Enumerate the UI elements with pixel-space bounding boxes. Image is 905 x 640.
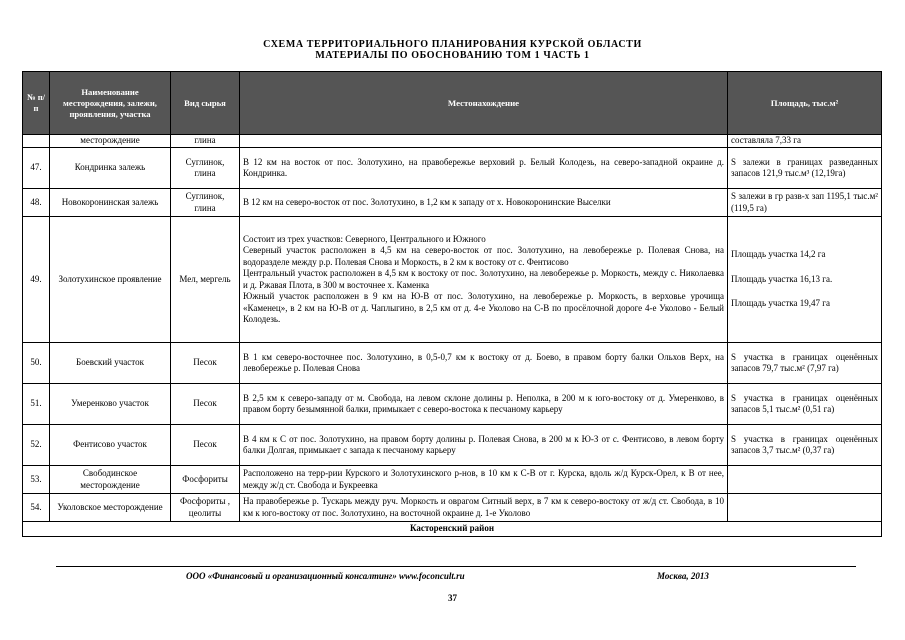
footer-organization: ООО «Финансовый и организационный консалтинг» www.foconcult.ru bbox=[186, 571, 465, 581]
column-header-type: Вид сырья bbox=[171, 72, 240, 135]
location-text: В 4 км к С от пос. Золотухино, на правом борту долины р. Полевая Снова, в 200 м к Ю-З от с. Фентисово, в левом борту балки Долгая, примыкает с запада к песчаному карьеру bbox=[243, 433, 724, 455]
location-text: Состоит из трех участков: Северного, Центрального и Южного bbox=[243, 233, 486, 244]
location-text: В 2,5 км к северо-западу от м. Свобода, на левом склоне долины р. Неполка, в 200 м к юго-востоку от д. Умеренково, в правом борту безымянной балки, примыкает с северо-востока к песчаному карьеру bbox=[243, 392, 724, 414]
table-row bbox=[23, 384, 882, 425]
deposit-name: Свободинское месторождение bbox=[50, 466, 171, 494]
location-cell bbox=[240, 425, 728, 466]
raw-material-type: Фосфориты bbox=[171, 466, 240, 494]
location-cell bbox=[240, 466, 728, 494]
area-cell bbox=[728, 217, 882, 343]
location-text: Южный участок расположен в 9 км на Ю-В от пос. Золотухино, на левобережье р. Моркость, в верховье урочища «Каменец», в 2 км на Ю-В от д. Чаплыгино, в 2,5 км от д. 4-е Уколово на С-В по просёлочной дороге 4-е Уколово - Белый Колодезь. bbox=[243, 291, 724, 324]
deposit-name: месторождение bbox=[50, 135, 171, 148]
area-cell bbox=[728, 343, 882, 384]
area-text: Площадь участка 19,47 га bbox=[731, 298, 830, 309]
document-title: СХЕМА ТЕРРИТОРИАЛЬНОГО ПЛАНИРОВАНИЯ КУРСКОЙ ОБЛАСТИ bbox=[263, 39, 642, 50]
area-cell bbox=[728, 494, 882, 522]
location-cell bbox=[240, 494, 728, 522]
area-text: Площадь участка 14,2 га bbox=[731, 249, 826, 260]
area-cell bbox=[728, 148, 882, 189]
location-text: На правобережье р. Тускарь между руч. Моркость и оврагом Ситный верх, в 7 км к северо-востоку от ж/д ст. Свобода, в 10 км к юго-востоку от пос. Золотухино, на восточной окраине д. 1-е Уколово bbox=[243, 496, 724, 518]
area-cell bbox=[728, 466, 882, 494]
area-text: S залежи в гр разв-х зап 1195,1 тыс.м² (119,5 га) bbox=[731, 191, 878, 213]
location-text: В 12 км на восток от пос. Золотухино, на правобережье верховий р. Белый Колодезь, на северо-западной окраине д. Кондринка. bbox=[243, 156, 724, 178]
area-text: S участка в границах оценённых запасов 5,1 тыс.м² (0,51 га) bbox=[731, 392, 878, 414]
raw-material-type: Песок bbox=[171, 384, 240, 425]
raw-material-type: Суглинок, глина bbox=[171, 148, 240, 189]
table-row bbox=[23, 425, 882, 466]
region-title: Касторенский район bbox=[23, 522, 882, 537]
location-text: В 1 км северо-восточнее пос. Золотухино, в 0,5-0,7 км к востоку от д. Боево, в правом борту балки Ольхов Верх, на левобережье р. Полевая Снова bbox=[243, 351, 724, 373]
deposit-name: Фентисово участок bbox=[50, 425, 171, 466]
area-cell bbox=[728, 189, 882, 217]
area-text: Площадь участка 16,13 га. bbox=[731, 273, 833, 284]
area-spacer bbox=[731, 261, 878, 274]
table-body bbox=[23, 135, 882, 537]
area-text: S участка в границах оценённых запасов 79,7 тыс.м² (7,97 га) bbox=[731, 351, 878, 373]
area-cell bbox=[728, 425, 882, 466]
raw-material-type: Суглинок, глина bbox=[171, 189, 240, 217]
table-header-row bbox=[23, 72, 882, 135]
table-row bbox=[23, 135, 882, 148]
column-header-area: Площадь, тыс.м² bbox=[728, 72, 882, 135]
raw-material-type: глина bbox=[171, 135, 240, 148]
footer-city-year: Москва, 2013 bbox=[657, 571, 709, 581]
location-cell bbox=[240, 343, 728, 384]
deposits-table bbox=[22, 71, 882, 537]
location-text: Расположено на терр-рии Курского и Золотухинского р-нов, в 10 км к С-В от г. Курска, вдоль ж/д Курск-Орел, к В от нее, между ж/д ст. Свобода и Букреевка bbox=[243, 468, 724, 490]
row-number: 49. bbox=[23, 217, 50, 343]
area-text: S участка в границах оценённых запасов 3,7 тыс.м² (0,37 га) bbox=[731, 433, 878, 455]
row-number: 51. bbox=[23, 384, 50, 425]
table-row bbox=[23, 466, 882, 494]
location-cell bbox=[240, 189, 728, 217]
deposit-name: Боевский участок bbox=[50, 343, 171, 384]
deposit-name: Новокоронинская залежь bbox=[50, 189, 171, 217]
location-text: Северный участок расположен в 4,5 км на северо-восток от пос. Золотухино, на левобережье р. Полевая Снова, на водоразделе между р.р. Полевая Снова и Моркость, в 2 км к востоку от с. Фентисово bbox=[243, 245, 724, 267]
location-text: Центральный участок расположен в 4,5 км к востоку от пос. Золотухино, на левобережье р. Моркость, между с. Николаевка и д. Ржавая Плота, в 300 м восточнее х. Каменка bbox=[243, 268, 724, 290]
area-spacer bbox=[731, 285, 878, 298]
table-row bbox=[23, 189, 882, 217]
raw-material-type: Песок bbox=[171, 343, 240, 384]
page-number: 37 bbox=[448, 593, 457, 603]
table-row bbox=[23, 494, 882, 522]
location-cell bbox=[240, 384, 728, 425]
raw-material-type: Мел, мергель bbox=[171, 217, 240, 343]
deposit-name: Золотухинское проявление bbox=[50, 217, 171, 343]
region-row bbox=[23, 522, 882, 537]
deposit-name: Уколовское месторождение bbox=[50, 494, 171, 522]
location-cell bbox=[240, 148, 728, 189]
document-subtitle: МАТЕРИАЛЫ ПО ОБОСНОВАНИЮ ТОМ 1 ЧАСТЬ 1 bbox=[315, 50, 590, 61]
table-row bbox=[23, 343, 882, 384]
footer-divider bbox=[56, 566, 856, 567]
column-header-num: № п/п bbox=[23, 72, 50, 135]
row-number: 52. bbox=[23, 425, 50, 466]
row-number: 50. bbox=[23, 343, 50, 384]
table-row bbox=[23, 217, 882, 343]
row-number: 53. bbox=[23, 466, 50, 494]
row-number: 54. bbox=[23, 494, 50, 522]
row-number: 47. bbox=[23, 148, 50, 189]
table-row bbox=[23, 148, 882, 189]
area-cell bbox=[728, 384, 882, 425]
raw-material-type: Песок bbox=[171, 425, 240, 466]
row-number bbox=[23, 135, 50, 148]
area-text: S залежи в границах разведанных запасов 121,9 тыс.м³ (12,19га) bbox=[731, 156, 878, 178]
raw-material-type: Фосфориты , цеолиты bbox=[171, 494, 240, 522]
area-text: составляла 7,33 га bbox=[731, 135, 801, 146]
location-cell bbox=[240, 217, 728, 343]
column-header-location: Местонахождение bbox=[240, 72, 728, 135]
location-text: В 12 км на северо-восток от пос. Золотухино, в 1,2 км к западу от х. Новокоронинские Выселки bbox=[243, 196, 611, 207]
row-number: 48. bbox=[23, 189, 50, 217]
deposit-name: Умеренково участок bbox=[50, 384, 171, 425]
location-cell bbox=[240, 135, 728, 148]
deposit-name: Кондринка залежь bbox=[50, 148, 171, 189]
column-header-name: Наименование месторождения, залежи, проявления, участка bbox=[50, 72, 171, 135]
area-cell bbox=[728, 135, 882, 148]
